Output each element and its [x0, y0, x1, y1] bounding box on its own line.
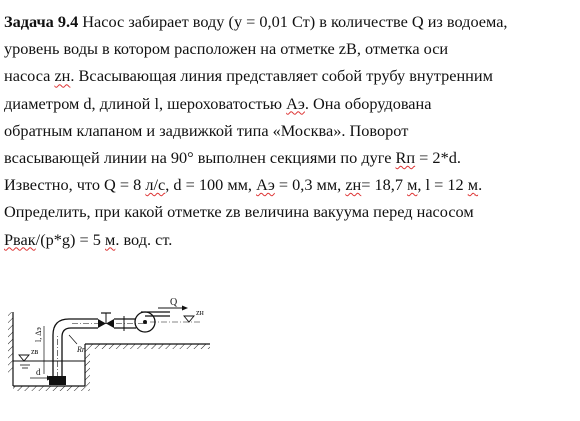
water-level-marker	[19, 355, 29, 361]
unit-m: м	[467, 175, 479, 195]
problem-text: /(p*g) = 5	[35, 229, 105, 249]
problem-text: насоса	[4, 66, 55, 86]
problem-statement	[4, 8, 578, 253]
problem-line-4	[4, 90, 578, 117]
bend-radius-line	[69, 335, 77, 344]
label-q: Q	[170, 297, 178, 308]
problem-text: = 2*d.	[415, 148, 461, 168]
pump-shaft-icon	[143, 320, 147, 324]
problem-text: , d = 100 мм,	[165, 175, 257, 195]
problem-line-5: обратным клапаном и задвижкой типа «Москва». Поворот	[4, 120, 409, 140]
label-d: d	[36, 367, 41, 377]
pump-level-marker	[184, 316, 194, 322]
problem-text: , l = 12	[417, 175, 468, 195]
term-rp: Rп	[395, 148, 416, 168]
problem-line-1	[4, 8, 578, 35]
problem-line-2: уровень воды в котором расположен на отметке zB, отметка оси	[4, 39, 449, 59]
problem-text: Насос забирает воду (у = 0,01 Ст) в количестве Q из водоема,	[78, 12, 508, 31]
problem-text: = 0,3 мм,	[274, 175, 346, 195]
label-rp: Rп	[77, 345, 86, 354]
problem-text: Известно, что Q = 8	[4, 175, 146, 195]
label-length: l, Δэ	[34, 327, 43, 342]
unit-m: м	[407, 175, 418, 195]
problem-title: Задача 9.4	[4, 12, 79, 31]
problem-line-8: Определить, при какой отметке zв величина вакуума перед насосом	[4, 202, 474, 222]
ground-hatch-bottom	[13, 386, 85, 391]
unit-ls: л/с	[145, 175, 166, 195]
ground-hatch-right-top	[90, 344, 210, 349]
problem-text: . вод. ст.	[115, 229, 173, 249]
pump-diagram	[0, 288, 580, 421]
unit-m: м	[105, 229, 116, 249]
problem-line-6	[4, 144, 578, 171]
check-valve	[49, 376, 66, 385]
gate-valve-icon	[98, 319, 106, 328]
problem-line-9	[4, 226, 578, 253]
label-zv: zв	[31, 347, 39, 356]
term-ae: Аэ	[256, 175, 275, 195]
problem-text: всасывающей линии на 90° выполнен секциями по дуге	[4, 148, 396, 168]
problem-text: диаметром d, длиной l, шероховатостью	[4, 93, 287, 113]
problem-line-3	[4, 62, 578, 89]
term-ae: Аэ	[286, 93, 305, 113]
gate-valve-icon	[106, 319, 114, 328]
label-zn: zн	[196, 308, 204, 317]
problem-text: .	[478, 175, 483, 195]
flow-arrow-head	[182, 306, 188, 311]
term-zn: zн	[345, 175, 362, 195]
problem-line-7	[4, 171, 578, 198]
term-pvak: Рвак	[4, 229, 36, 249]
ground-hatch-left	[8, 312, 13, 373]
term-zn: zн	[54, 66, 71, 86]
problem-text: . Всасывающая линия представляет собой трубу внутренним	[70, 66, 493, 86]
problem-text: . Она оборудована	[304, 93, 432, 113]
problem-text: = 18,7	[361, 175, 408, 195]
